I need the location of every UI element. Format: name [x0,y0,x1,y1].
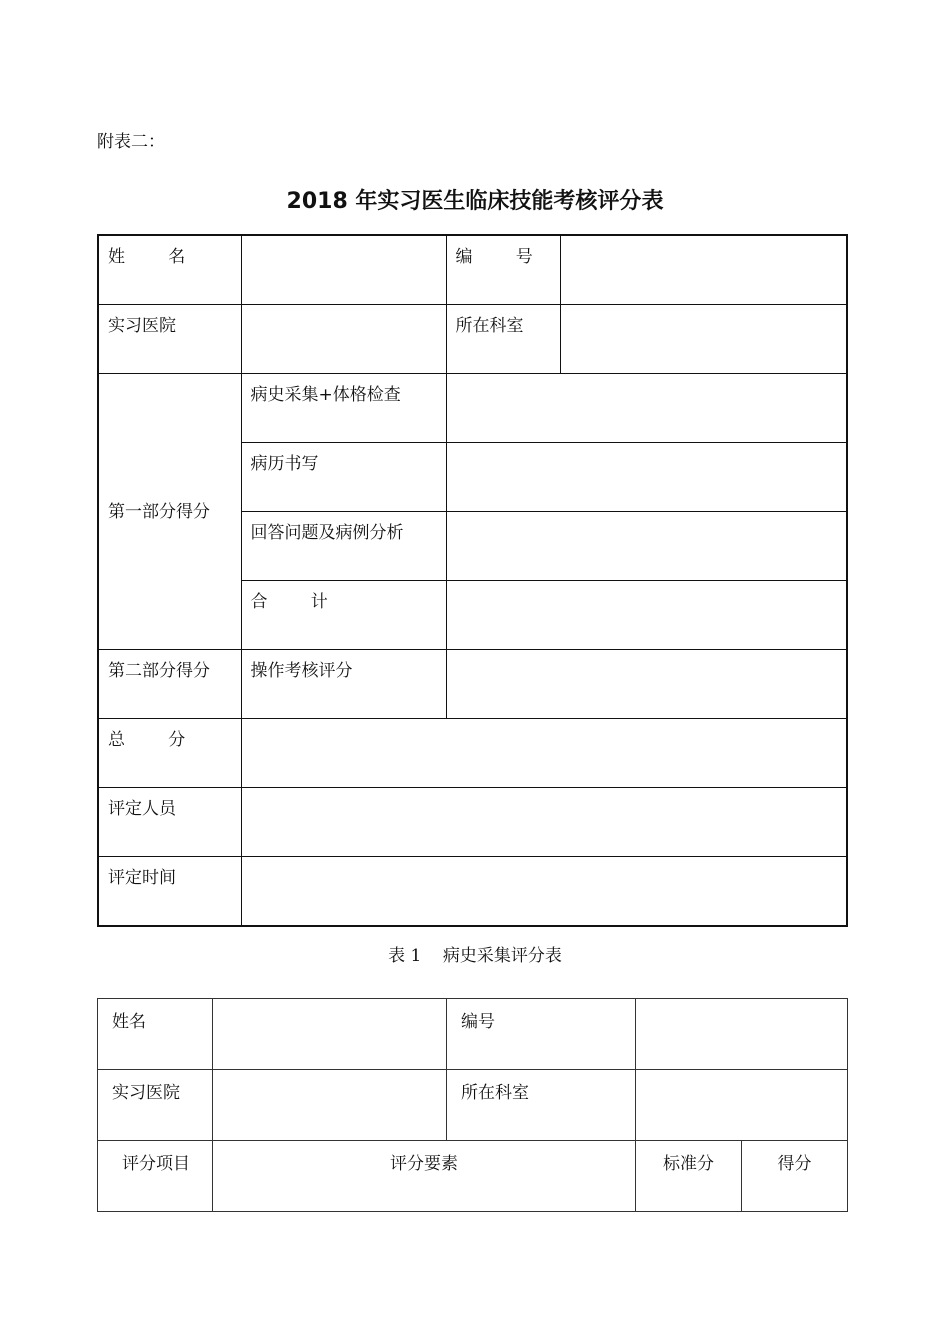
part1-score-cell[interactable] [446,512,847,581]
table-row [98,719,847,788]
part1-item-record-writing: 病历书写 [241,443,446,512]
page-title: 2018 年实习医生临床技能考核评分表 [286,189,664,214]
name-value-cell[interactable] [241,235,446,305]
table-row [98,235,847,305]
table-header-row [98,1141,848,1212]
table-row [98,999,848,1070]
header-item: 评分项目 [98,1141,213,1212]
dept-label: 所在科室 [446,305,560,374]
part2-label: 第二部分得分 [98,650,241,719]
name-label: 姓 名 [98,235,241,305]
header-criteria: 评分要素 [213,1141,636,1212]
rater-label: 评定人员 [98,788,241,857]
hospital-label: 实习医院 [98,305,241,374]
table-row [98,374,847,443]
table-row [98,305,847,374]
header-standard-score: 标准分 [636,1141,742,1212]
header-score: 得分 [742,1141,848,1212]
table-row [98,788,847,857]
table-row [98,650,847,719]
t1-hospital-value-cell[interactable] [213,1070,447,1141]
annex-label: 附表二： [97,132,165,152]
table-row [98,1070,848,1141]
table-row [98,857,847,927]
t1-dept-value-cell[interactable] [636,1070,848,1141]
score-summary-table [97,234,848,927]
part2-item: 操作考核评分 [241,650,446,719]
part1-score-cell[interactable] [446,374,847,443]
total-label: 总 分 [98,719,241,788]
t1-name-label: 姓名 [98,999,213,1070]
part1-subtotal-cell[interactable] [446,581,847,650]
time-value-cell[interactable] [241,857,847,927]
t1-number-value-cell[interactable] [636,999,848,1070]
number-value-cell[interactable] [560,235,847,305]
dept-value-cell[interactable] [560,305,847,374]
t1-hospital-label: 实习医院 [98,1070,213,1141]
rater-value-cell[interactable] [241,788,847,857]
part1-label: 第一部分得分 [98,374,241,650]
part2-score-cell[interactable] [446,650,847,719]
t1-number-label: 编号 [447,999,636,1070]
t1-name-value-cell[interactable] [213,999,447,1070]
history-scoring-table [97,998,848,1212]
part1-item-case-analysis: 回答问题及病例分析 [241,512,446,581]
part1-item-history-exam: 病史采集+体格检查 [241,374,446,443]
total-value-cell[interactable] [241,719,847,788]
part1-score-cell[interactable] [446,443,847,512]
t1-dept-label: 所在科室 [447,1070,636,1141]
table1-caption: 表 1 病史采集评分表 [388,946,562,966]
number-label: 编 号 [446,235,560,305]
time-label: 评定时间 [98,857,241,927]
part1-item-subtotal: 合 计 [241,581,446,650]
hospital-value-cell[interactable] [241,305,446,374]
